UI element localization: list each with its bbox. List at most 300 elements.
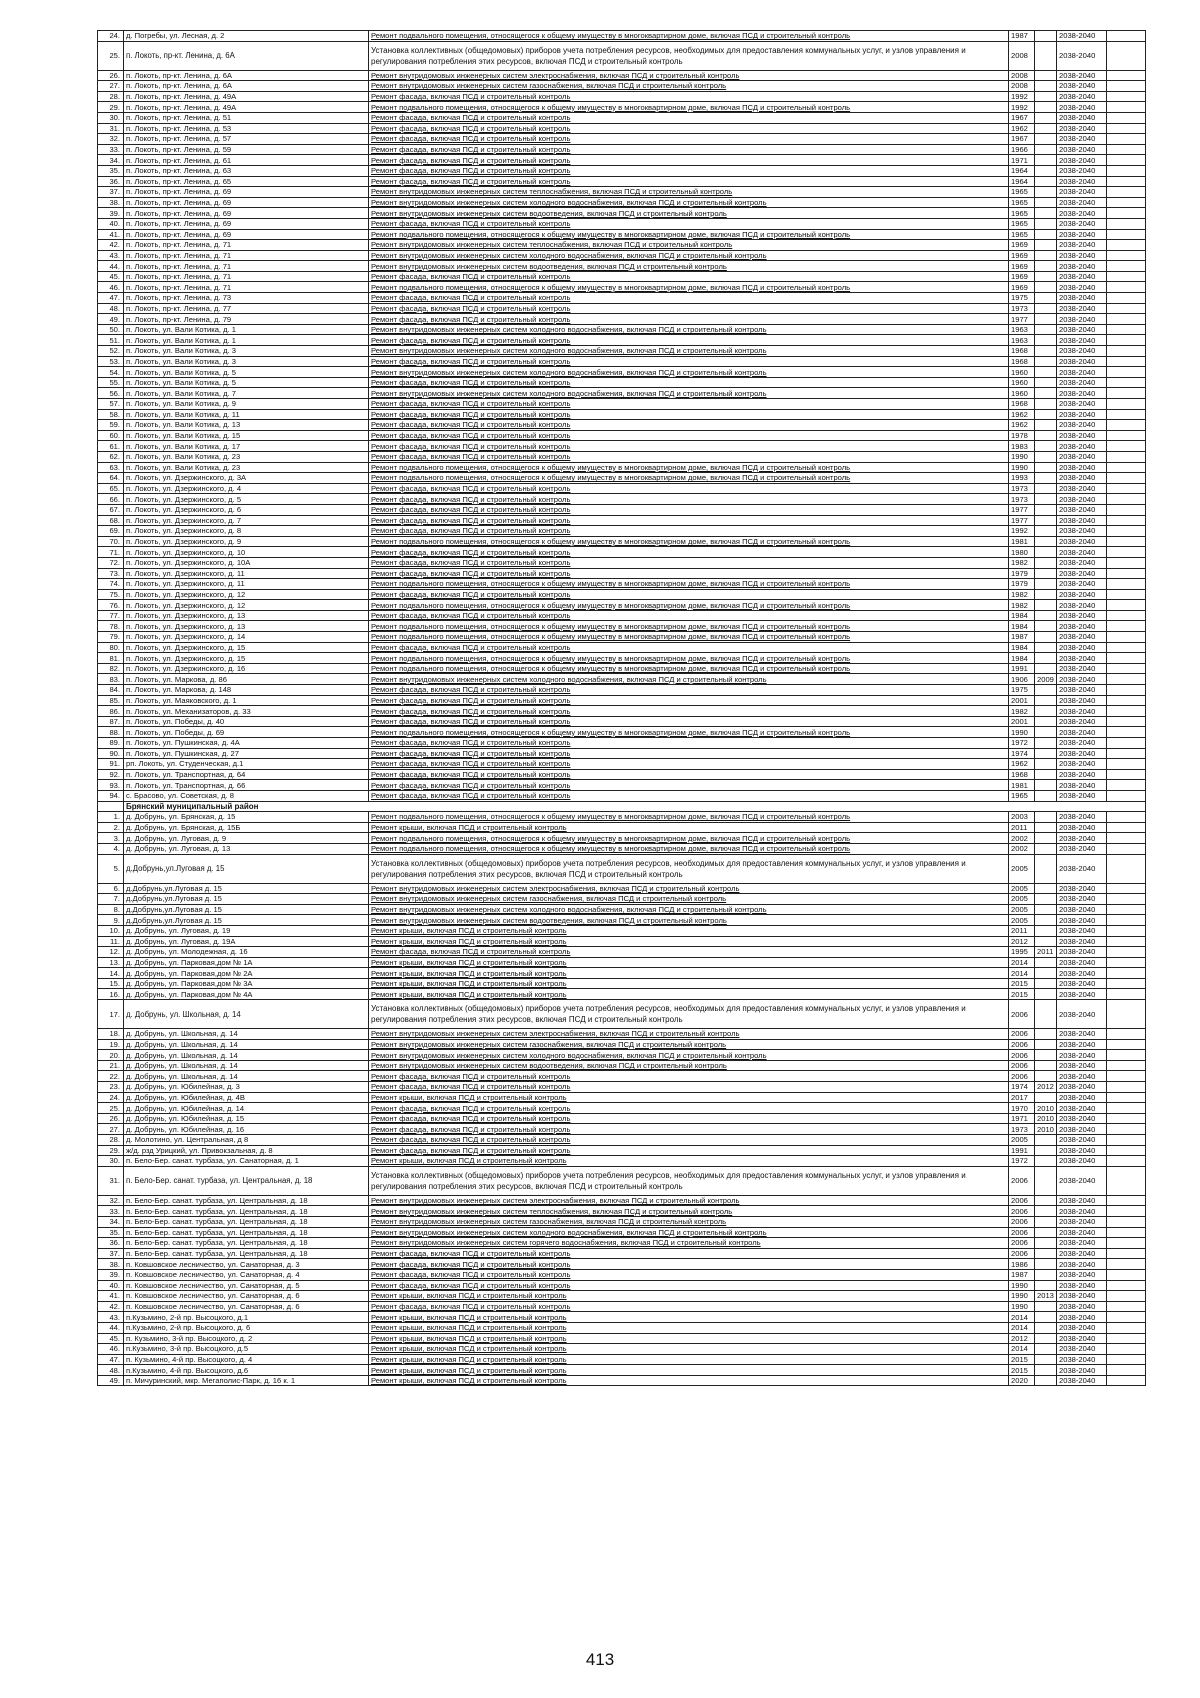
empty-cell (1107, 759, 1146, 770)
row-number-cell: 40. (98, 218, 124, 229)
address-cell: д. Добрунь, ул. Юбилейная, д. 16 (124, 1124, 369, 1135)
address-cell: п. Локоть, ул. Вали Котика, д. 17 (124, 441, 369, 452)
build-year-cell: 2014 (1009, 968, 1035, 979)
last-repair-year-cell: 2013 (1035, 1291, 1057, 1302)
section-header-row (98, 801, 1146, 812)
planned-period-cell: 2038-2040 (1057, 557, 1107, 568)
address-cell: п. Локоть, пр-кт. Ленина, д. 69 (124, 218, 369, 229)
build-year-cell: 2005 (1009, 883, 1035, 894)
empty-cell (1107, 812, 1146, 823)
address-cell: п. Локоть, ул. Механизаторов, д. 33 (124, 706, 369, 717)
work-type-cell: Ремонт подвального помещения, относящегося к общему имуществу в многоквартирном доме, включая ПСД и строительный контроль (369, 473, 1009, 484)
address-cell: п. Кузьмино, 3-й пр. Высоцкого, д. 2 (124, 1333, 369, 1344)
address-cell: п. Ковшовское лесничество, ул. Санаторная, д. 3 (124, 1259, 369, 1270)
planned-period-cell: 2038-2040 (1057, 706, 1107, 717)
table-row (98, 780, 1146, 791)
table-row (98, 1291, 1146, 1302)
build-year-cell: 1993 (1009, 473, 1035, 484)
empty-cell (1107, 978, 1146, 989)
row-number-cell: 10. (98, 925, 124, 936)
empty-cell (1107, 790, 1146, 801)
work-type-cell: Ремонт внутридомовых инженерных систем электроснабжения, включая ПСД и строительный контроль (369, 1029, 1009, 1040)
planned-period-cell: 2038-2040 (1057, 367, 1107, 378)
row-number-cell: 1. (98, 812, 124, 823)
build-year-cell: 1969 (1009, 250, 1035, 261)
last-repair-year-cell (1035, 70, 1057, 81)
table-row (98, 1312, 1146, 1323)
last-repair-year-cell (1035, 1259, 1057, 1270)
build-year-cell: 2006 (1009, 1050, 1035, 1061)
work-type-cell: Ремонт подвального помещения, относящегося к общему имуществу в многоквартирном доме, включая ПСД и строительный контроль (369, 621, 1009, 632)
planned-period-cell: 2038-2040 (1057, 642, 1107, 653)
address-cell: п. Локоть, ул. Вали Котика, д. 23 (124, 462, 369, 473)
last-repair-year-cell (1035, 822, 1057, 833)
empty-cell (1107, 144, 1146, 155)
empty-cell (1107, 716, 1146, 727)
row-number-cell: 15. (98, 978, 124, 989)
address-cell: п. Локоть, ул. Вали Котика, д. 9 (124, 399, 369, 410)
build-year-cell: 1975 (1009, 293, 1035, 304)
planned-period-cell: 2038-2040 (1057, 674, 1107, 685)
empty-cell (1107, 1333, 1146, 1344)
build-year-cell: 1964 (1009, 176, 1035, 187)
row-number-cell: 46. (98, 1344, 124, 1355)
row-number-cell: 48. (98, 303, 124, 314)
row-number-cell: 90. (98, 748, 124, 759)
row-number-cell: 87. (98, 716, 124, 727)
address-cell: д. Добрунь, ул. Школьная, д. 14 (124, 1000, 369, 1029)
work-type-cell: Ремонт подвального помещения, относящегося к общему имуществу в многоквартирном доме, включая ПСД и строительный контроль (369, 229, 1009, 240)
row-number-cell: 44. (98, 261, 124, 272)
table-row (98, 1206, 1146, 1217)
empty-cell (1107, 208, 1146, 219)
last-repair-year-cell (1035, 41, 1057, 70)
last-repair-year-cell (1035, 303, 1057, 314)
last-repair-year-cell (1035, 293, 1057, 304)
row-number-cell: 46. (98, 282, 124, 293)
empty-cell (1107, 229, 1146, 240)
empty-cell (1107, 388, 1146, 399)
address-cell: п. Локоть, пр-кт. Ленина, д. 6А (124, 70, 369, 81)
planned-period-cell: 2038-2040 (1057, 780, 1107, 791)
address-cell: п. Локоть, пр-кт. Ленина, д. 57 (124, 134, 369, 145)
empty-cell (1107, 271, 1146, 282)
empty-cell (1107, 155, 1146, 166)
row-number-cell: 69. (98, 526, 124, 537)
work-type-cell: Ремонт фасада, включая ПСД и строительный контроль (369, 769, 1009, 780)
address-cell: п. Локоть, пр-кт. Ленина, д. 73 (124, 293, 369, 304)
table-row (98, 504, 1146, 515)
table-row (98, 1269, 1146, 1280)
work-type-cell: Ремонт фасада, включая ПСД и строительный контроль (369, 155, 1009, 166)
table-row (98, 833, 1146, 844)
build-year-cell: 1969 (1009, 261, 1035, 272)
row-number-cell: 37. (98, 1248, 124, 1259)
work-type-cell: Ремонт крыши, включая ПСД и строительный контроль (369, 1092, 1009, 1103)
empty-cell (1107, 854, 1146, 883)
work-type-cell: Ремонт подвального помещения, относящегося к общему имуществу в многоквартирном доме, включая ПСД и строительный контроль (369, 812, 1009, 823)
planned-period-cell: 2038-2040 (1057, 610, 1107, 621)
planned-period-cell: 2038-2040 (1057, 978, 1107, 989)
address-cell: п. Бело-Бер. санат. турбаза, ул. Центральная, д. 18 (124, 1248, 369, 1259)
build-year-cell: 2014 (1009, 1312, 1035, 1323)
empty-cell (1107, 515, 1146, 526)
address-cell: п. Локоть, ул. Дзержинского, д. 12 (124, 589, 369, 600)
empty-cell (1107, 356, 1146, 367)
table-row (98, 81, 1146, 92)
work-type-cell: Ремонт крыши, включая ПСД и строительный контроль (369, 1344, 1009, 1355)
build-year-cell: 1965 (1009, 218, 1035, 229)
planned-period-cell: 2038-2040 (1057, 989, 1107, 1000)
build-year-cell: 2006 (1009, 1029, 1035, 1040)
work-type-cell: Ремонт фасада, включая ПСД и строительный контроль (369, 303, 1009, 314)
empty-cell (1107, 335, 1146, 346)
build-year-cell: 2017 (1009, 1092, 1035, 1103)
address-cell: д. Добрунь, ул. Луговая, д. 19А (124, 936, 369, 947)
empty-cell (1107, 430, 1146, 441)
table-row (98, 1082, 1146, 1093)
build-year-cell: 1990 (1009, 451, 1035, 462)
planned-period-cell: 2038-2040 (1057, 430, 1107, 441)
planned-period-cell: 2038-2040 (1057, 568, 1107, 579)
address-cell: п. Локоть, ул. Дзержинского, д. 15 (124, 653, 369, 664)
last-repair-year-cell (1035, 187, 1057, 198)
address-cell: д. Добрунь, ул. Юбилейная, д. 14 (124, 1103, 369, 1114)
planned-period-cell: 2038-2040 (1057, 790, 1107, 801)
planned-period-cell: 2038-2040 (1057, 1248, 1107, 1259)
work-type-cell: Ремонт фасада, включая ПСД и строительный контроль (369, 716, 1009, 727)
empty-cell (1107, 653, 1146, 664)
build-year-cell: 1972 (1009, 738, 1035, 749)
address-cell: п. Локоть, ул. Дзержинского, д. 6 (124, 504, 369, 515)
build-year-cell: 1970 (1009, 1103, 1035, 1114)
build-year-cell: 1981 (1009, 536, 1035, 547)
table-row (98, 716, 1146, 727)
table-row (98, 1259, 1146, 1270)
work-type-cell: Ремонт фасада, включая ПСД и строительный контроль (369, 547, 1009, 558)
empty-cell (1107, 240, 1146, 251)
empty-cell (1107, 1248, 1146, 1259)
table-row (98, 610, 1146, 621)
build-year-cell: 1962 (1009, 123, 1035, 134)
last-repair-year-cell (1035, 1227, 1057, 1238)
table-row (98, 1248, 1146, 1259)
table-row (98, 1301, 1146, 1312)
planned-period-cell: 2038-2040 (1057, 504, 1107, 515)
build-year-cell: 1972 (1009, 1156, 1035, 1167)
empty-cell (1107, 462, 1146, 473)
empty-cell (1107, 947, 1146, 958)
build-year-cell: 1990 (1009, 1301, 1035, 1312)
build-year-cell: 1965 (1009, 187, 1035, 198)
address-cell: п. Локоть, пр-кт. Ленина, д. 71 (124, 240, 369, 251)
table-row (98, 600, 1146, 611)
empty-cell (1107, 91, 1146, 102)
table-row (98, 1280, 1146, 1291)
planned-period-cell: 2038-2040 (1057, 176, 1107, 187)
address-cell: п.Кузьмино, 4-й пр. Высоцкого, д.6 (124, 1365, 369, 1376)
work-type-cell: Ремонт фасада, включая ПСД и строительный контроль (369, 112, 1009, 123)
empty-cell (1107, 1092, 1146, 1103)
build-year-cell: 2002 (1009, 833, 1035, 844)
empty-cell (1107, 324, 1146, 335)
row-number-cell: 38. (98, 197, 124, 208)
work-type-cell: Ремонт подвального помещения, относящегося к общему имуществу в многоквартирном доме, включая ПСД и строительный контроль (369, 579, 1009, 590)
empty-cell (1107, 989, 1146, 1000)
planned-period-cell: 2038-2040 (1057, 685, 1107, 696)
address-cell: п. Локоть, ул. Дзержинского, д. 11 (124, 579, 369, 590)
build-year-cell: 1968 (1009, 356, 1035, 367)
address-cell: п. Бело-Бер. санат. турбаза, ул. Центральная, д. 18 (124, 1166, 369, 1195)
work-type-cell: Ремонт крыши, включая ПСД и строительный контроль (369, 1354, 1009, 1365)
last-repair-year-cell (1035, 1156, 1057, 1167)
last-repair-year-cell (1035, 526, 1057, 537)
row-number-cell: 23. (98, 1082, 124, 1093)
address-cell: п. Локоть, ул. Дзержинского, д. 4 (124, 483, 369, 494)
last-repair-year-cell (1035, 1135, 1057, 1146)
row-number-cell: 24. (98, 31, 124, 42)
planned-period-cell: 2038-2040 (1057, 1301, 1107, 1312)
row-number-cell: 2. (98, 822, 124, 833)
address-cell: п. Локоть, ул. Дзержинского, д. 3А (124, 473, 369, 484)
last-repair-year-cell (1035, 377, 1057, 388)
address-cell: п.Кузьмино, 2-й пр. Высоцкого, д. 6 (124, 1322, 369, 1333)
build-year-cell: 1969 (1009, 282, 1035, 293)
build-year-cell: 2006 (1009, 1060, 1035, 1071)
row-number-cell: 56. (98, 388, 124, 399)
empty-cell (1107, 1301, 1146, 1312)
address-cell: д. Добрунь, ул. Луговая, д. 19 (124, 925, 369, 936)
table-row (98, 1195, 1146, 1206)
row-number-cell: 57. (98, 399, 124, 410)
last-repair-year-cell (1035, 663, 1057, 674)
build-year-cell: 1983 (1009, 441, 1035, 452)
planned-period-cell: 2038-2040 (1057, 1344, 1107, 1355)
address-cell: п. Локоть, ул. Вали Котика, д. 1 (124, 324, 369, 335)
work-type-cell: Установка коллективных (общедомовых) приборов учета потребления ресурсов, необходимых для предоставления коммунальных услуг, и узлов управления и регулирования потребления этих ресурсов, включая ПСД и строительный контроль (369, 1000, 1009, 1029)
planned-period-cell: 2038-2040 (1057, 579, 1107, 590)
work-type-cell: Ремонт фасада, включая ПСД и строительный контроль (369, 335, 1009, 346)
empty-cell (1107, 727, 1146, 738)
address-cell: п. Локоть, пр-кт. Ленина, д. 69 (124, 187, 369, 198)
build-year-cell: 1982 (1009, 600, 1035, 611)
empty-cell (1107, 674, 1146, 685)
work-type-cell: Ремонт фасада, включая ПСД и строительный контроль (369, 314, 1009, 325)
address-cell: п. Локоть, ул. Дзержинского, д. 13 (124, 621, 369, 632)
table-row (98, 441, 1146, 452)
empty-cell (1107, 1227, 1146, 1238)
last-repair-year-cell: 2010 (1035, 1103, 1057, 1114)
empty-cell (1107, 31, 1146, 42)
table-row (98, 589, 1146, 600)
work-type-cell: Ремонт внутридомовых инженерных систем холодного водоснабжения, включая ПСД и строительный контроль (369, 346, 1009, 357)
row-number-cell: 35. (98, 165, 124, 176)
last-repair-year-cell (1035, 144, 1057, 155)
address-cell: д. Добрунь, ул. Юбилейная, д. 15 (124, 1113, 369, 1124)
address-cell: д. Добрунь, ул. Парковая,дом № 1А (124, 957, 369, 968)
row-number-cell: 47. (98, 293, 124, 304)
planned-period-cell: 2038-2040 (1057, 1124, 1107, 1135)
last-repair-year-cell (1035, 748, 1057, 759)
table-row (98, 451, 1146, 462)
work-type-cell: Ремонт фасада, включая ПСД и строительный контроль (369, 123, 1009, 134)
address-cell: п. Локоть, ул. Победы, д. 69 (124, 727, 369, 738)
work-type-cell: Ремонт подвального помещения, относящегося к общему имуществу в многоквартирном доме, включая ПСД и строительный контроль (369, 632, 1009, 643)
work-type-cell: Ремонт фасада, включая ПСД и строительный контроль (369, 1301, 1009, 1312)
table-row (98, 197, 1146, 208)
address-cell: д.Добрунь,ул.Луговая д. 15 (124, 883, 369, 894)
planned-period-cell: 2038-2040 (1057, 261, 1107, 272)
table-row (98, 112, 1146, 123)
work-type-cell: Ремонт фасада, включая ПСД и строительный контроль (369, 1113, 1009, 1124)
work-type-cell: Установка коллективных (общедомовых) приборов учета потребления ресурсов, необходимых для предоставления коммунальных услуг, и узлов управления и регулирования потребления этих ресурсов, включая ПСД и строительный контроль (369, 41, 1009, 70)
empty-cell (1107, 536, 1146, 547)
row-number-cell: 29. (98, 1145, 124, 1156)
work-type-cell: Ремонт фасада, включая ПСД и строительный контроль (369, 780, 1009, 791)
address-cell: д. Добрунь, ул. Школьная, д. 14 (124, 1050, 369, 1061)
work-type-cell: Ремонт фасада, включая ПСД и строительный контроль (369, 515, 1009, 526)
build-year-cell: 2014 (1009, 1322, 1035, 1333)
empty-cell (1107, 915, 1146, 926)
row-number-cell: 33. (98, 1206, 124, 1217)
row-number-cell: 3. (98, 833, 124, 844)
last-repair-year-cell (1035, 780, 1057, 791)
work-type-cell: Ремонт внутридомовых инженерных систем холодного водоснабжения, включая ПСД и строительный контроль (369, 904, 1009, 915)
build-year-cell: 2001 (1009, 716, 1035, 727)
row-number-cell: 9. (98, 915, 124, 926)
empty-cell (1107, 197, 1146, 208)
address-cell: д. Добрунь, ул. Юбилейная, д. 4В (124, 1092, 369, 1103)
work-type-cell: Ремонт внутридомовых инженерных систем холодного водоснабжения, включая ПСД и строительный контроль (369, 367, 1009, 378)
work-type-cell: Ремонт фасада, включая ПСД и строительный контроль (369, 568, 1009, 579)
last-repair-year-cell (1035, 685, 1057, 696)
row-number-cell: 75. (98, 589, 124, 600)
row-number-cell: 88. (98, 727, 124, 738)
work-type-cell: Ремонт фасада, включая ПСД и строительный контроль (369, 1124, 1009, 1135)
empty-cell (1107, 894, 1146, 905)
last-repair-year-cell (1035, 557, 1057, 568)
empty-cell (1107, 1291, 1146, 1302)
table-row (98, 695, 1146, 706)
empty-cell (1107, 282, 1146, 293)
table-row (98, 748, 1146, 759)
work-type-cell: Ремонт крыши, включая ПСД и строительный контроль (369, 822, 1009, 833)
table-row (98, 621, 1146, 632)
empty-cell (1107, 1039, 1146, 1050)
planned-period-cell: 2038-2040 (1057, 303, 1107, 314)
last-repair-year-cell (1035, 388, 1057, 399)
planned-period-cell: 2038-2040 (1057, 1029, 1107, 1040)
table-row (98, 314, 1146, 325)
build-year-cell: 2015 (1009, 978, 1035, 989)
last-repair-year-cell (1035, 271, 1057, 282)
last-repair-year-cell (1035, 1166, 1057, 1195)
empty-cell (1107, 579, 1146, 590)
empty-cell (1107, 346, 1146, 357)
row-number-cell: 86. (98, 706, 124, 717)
planned-period-cell: 2038-2040 (1057, 494, 1107, 505)
address-cell: п. Локоть, ул. Маяковского, д. 1 (124, 695, 369, 706)
address-cell: п. Локоть, пр-кт. Ленина, д. 71 (124, 250, 369, 261)
row-number-cell: 77. (98, 610, 124, 621)
table-row (98, 229, 1146, 240)
planned-period-cell: 2038-2040 (1057, 324, 1107, 335)
row-number-cell: 59. (98, 420, 124, 431)
last-repair-year-cell (1035, 1145, 1057, 1156)
build-year-cell: 1980 (1009, 547, 1035, 558)
build-year-cell: 1990 (1009, 1291, 1035, 1302)
work-type-cell: Ремонт внутридомовых инженерных систем теплоснабжения, включая ПСД и строительный контроль (369, 187, 1009, 198)
table-row (98, 894, 1146, 905)
build-year-cell: 2006 (1009, 1071, 1035, 1082)
address-cell: д. Добрунь, ул. Брянская, д. 15 (124, 812, 369, 823)
address-cell: п. Локоть, пр-кт. Ленина, д. 61 (124, 155, 369, 166)
address-cell: д. Добрунь, ул. Юбилейная, д. 3 (124, 1082, 369, 1093)
table-row (98, 1000, 1146, 1029)
work-type-cell: Ремонт подвального помещения, относящегося к общему имуществу в многоквартирном доме, включая ПСД и строительный контроль (369, 31, 1009, 42)
address-cell: п. Локоть, пр-кт. Ленина, д. 69 (124, 208, 369, 219)
build-year-cell: 2005 (1009, 1135, 1035, 1146)
table-row (98, 420, 1146, 431)
build-year-cell: 1982 (1009, 557, 1035, 568)
row-number-cell: 31. (98, 1166, 124, 1195)
empty-cell (1107, 663, 1146, 674)
build-year-cell: 2006 (1009, 1195, 1035, 1206)
build-year-cell: 1968 (1009, 346, 1035, 357)
work-type-cell: Ремонт фасада, включая ПСД и строительный контроль (369, 165, 1009, 176)
address-cell: п. Локоть, ул. Вали Котика, д. 5 (124, 367, 369, 378)
row-number-cell: 27. (98, 1124, 124, 1135)
row-number-cell: 70. (98, 536, 124, 547)
work-type-cell: Ремонт подвального помещения, относящегося к общему имуществу в многоквартирном доме, включая ПСД и строительный контроль (369, 600, 1009, 611)
empty-cell (1107, 250, 1146, 261)
last-repair-year-cell (1035, 1000, 1057, 1029)
planned-period-cell: 2038-2040 (1057, 409, 1107, 420)
table-row (98, 1156, 1146, 1167)
planned-period-cell: 2038-2040 (1057, 388, 1107, 399)
row-number-cell: 34. (98, 1216, 124, 1227)
table-row (98, 632, 1146, 643)
table-row (98, 473, 1146, 484)
work-type-cell: Ремонт внутридомовых инженерных систем холодного водоснабжения, включая ПСД и строительный контроль (369, 1050, 1009, 1061)
empty-cell (1107, 1259, 1146, 1270)
address-cell: п. Локоть, ул. Дзержинского, д. 15 (124, 642, 369, 653)
work-type-cell: Ремонт фасада, включая ПСД и строительный контроль (369, 1103, 1009, 1114)
empty-cell (1107, 1050, 1146, 1061)
work-type-cell: Ремонт внутридомовых инженерных систем водоотведения, включая ПСД и строительный контроль (369, 915, 1009, 926)
empty-cell (1107, 1322, 1146, 1333)
address-cell: п. Локоть, пр-кт. Ленина, д. 6А (124, 81, 369, 92)
work-type-cell: Ремонт внутридомовых инженерных систем водоотведения, включая ПСД и строительный контроль (369, 261, 1009, 272)
address-cell: д. Добрунь, ул. Школьная, д. 14 (124, 1039, 369, 1050)
planned-period-cell: 2038-2040 (1057, 441, 1107, 452)
row-number-cell: 44. (98, 1322, 124, 1333)
address-cell: п. Локоть, пр-кт. Ленина, д. 6А (124, 41, 369, 70)
row-number-cell: 42. (98, 240, 124, 251)
address-cell: п. Локоть, ул. Дзержинского, д. 14 (124, 632, 369, 643)
work-type-cell: Ремонт внутридомовых инженерных систем холодного водоснабжения, включая ПСД и строительный контроль (369, 324, 1009, 335)
address-cell: д. Добрунь, ул. Брянская, д. 15Б (124, 822, 369, 833)
last-repair-year-cell (1035, 346, 1057, 357)
row-number-cell: 32. (98, 1195, 124, 1206)
row-number-cell: 52. (98, 346, 124, 357)
address-cell: п. Локоть, пр-кт. Ленина, д. 49А (124, 91, 369, 102)
empty-cell (1107, 134, 1146, 145)
work-type-cell: Ремонт фасада, включая ПСД и строительный контроль (369, 134, 1009, 145)
build-year-cell: 1978 (1009, 430, 1035, 441)
last-repair-year-cell (1035, 282, 1057, 293)
empty-cell (1107, 176, 1146, 187)
